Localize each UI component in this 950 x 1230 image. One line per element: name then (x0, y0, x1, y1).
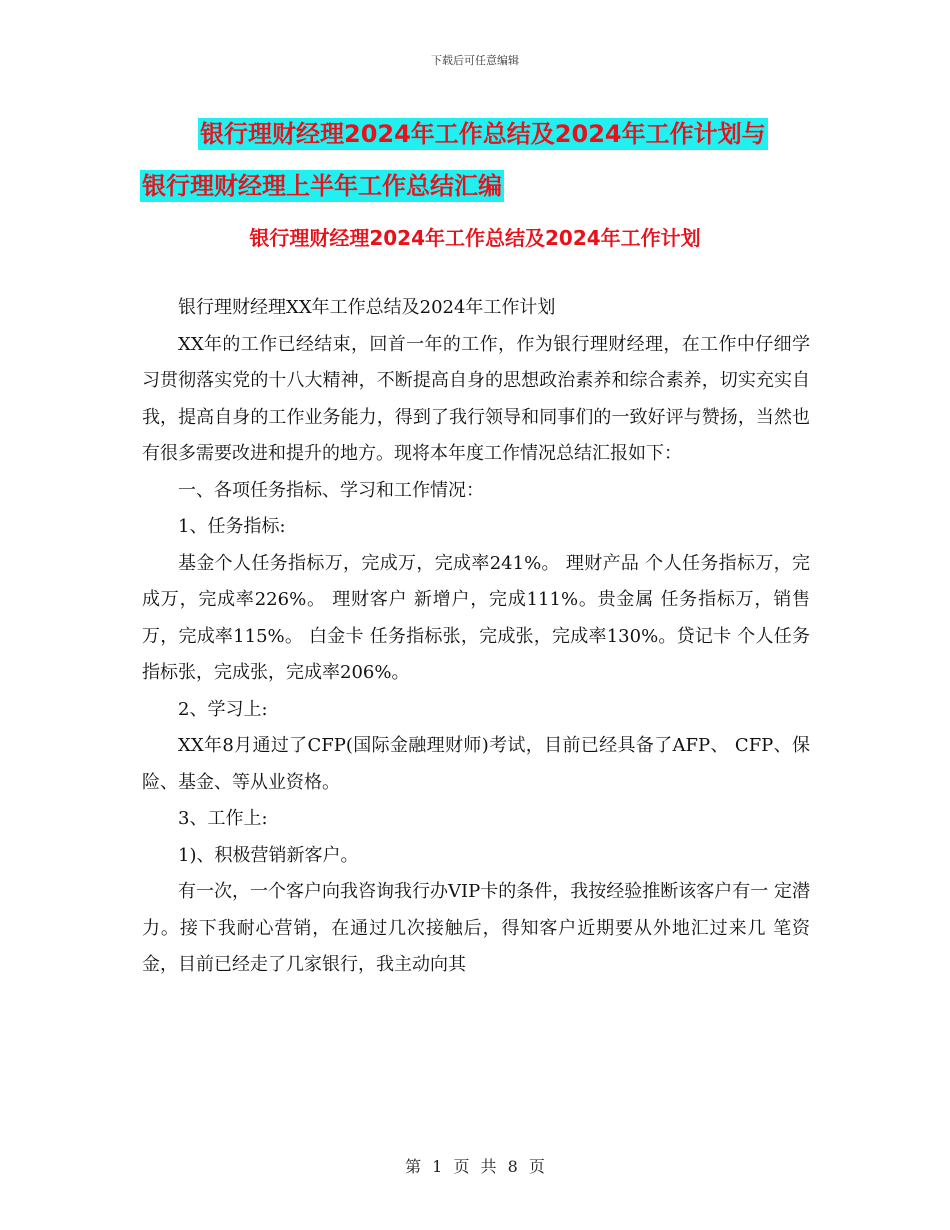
paragraph: 1、任务指标: (178, 516, 286, 537)
paragraph: 1)、积极营销新客户。 (178, 844, 359, 866)
paragraph: 基金个人任务指标万，完成万，完成率241%。 理财产品 个人任务指标万，完成万，完成率226%。 理财客户 新增户，完成111%。贵金属 任务指标万，销售万，完成率115%。 白金卡 任务指标张，完成张，完成率130%。贷记卡 个人任务指标张，完成张，完成率206%。 (142, 552, 810, 683)
page-footer: 第 1 页 共 8 页 (405, 1157, 545, 1176)
paragraph: 银行理财经理XX年工作总结及2024年工作计划 (178, 297, 556, 318)
paragraph: XX年的工作已经结束，回首一年的工作，作为银行理财经理，在工作中仔细学习贯彻落实党的十八大精神，不断提高自身的思想政治素养和综合素养，切实充实自我，提高自身的工作业务能力，得到了我行领导和同事们的一致好评与赞扬，当然也有很多需要改进和提升的地方。现将本年度工作情况总结汇报如下： (142, 333, 810, 464)
section-title: 银行理财经理2024年工作总结及2024年工作计划 (249, 226, 701, 250)
paragraph: 一、各项任务指标、学习和工作情况： (178, 479, 484, 501)
page-header: 下载后可任意编辑 (431, 54, 519, 67)
paragraph: 2、学习上: (178, 698, 268, 720)
paragraph: XX年8月通过了CFP(国际金融理财师)考试，目前已经具备了AFP、 CFP、保险、基金、等从业资格。 (142, 735, 810, 793)
document-title (140, 108, 820, 212)
paragraph: 3、工作上: (178, 808, 268, 829)
title-line-1: 银行理财经理2024年工作总结及2024年工作计划与 (200, 120, 766, 148)
title-line-2: 银行理财经理上半年工作总结汇编 (142, 172, 502, 200)
document-body (142, 290, 810, 984)
paragraph: 有一次，一个客户向我咨询我行办VIP卡的条件，我按经验推断该客户有一 定潜力。接下我耐心营销，在通过几次接触后，得知客户近期要从外地汇过来几 笔资金，目前已经走了几家银行，我主动向其 (142, 881, 810, 975)
